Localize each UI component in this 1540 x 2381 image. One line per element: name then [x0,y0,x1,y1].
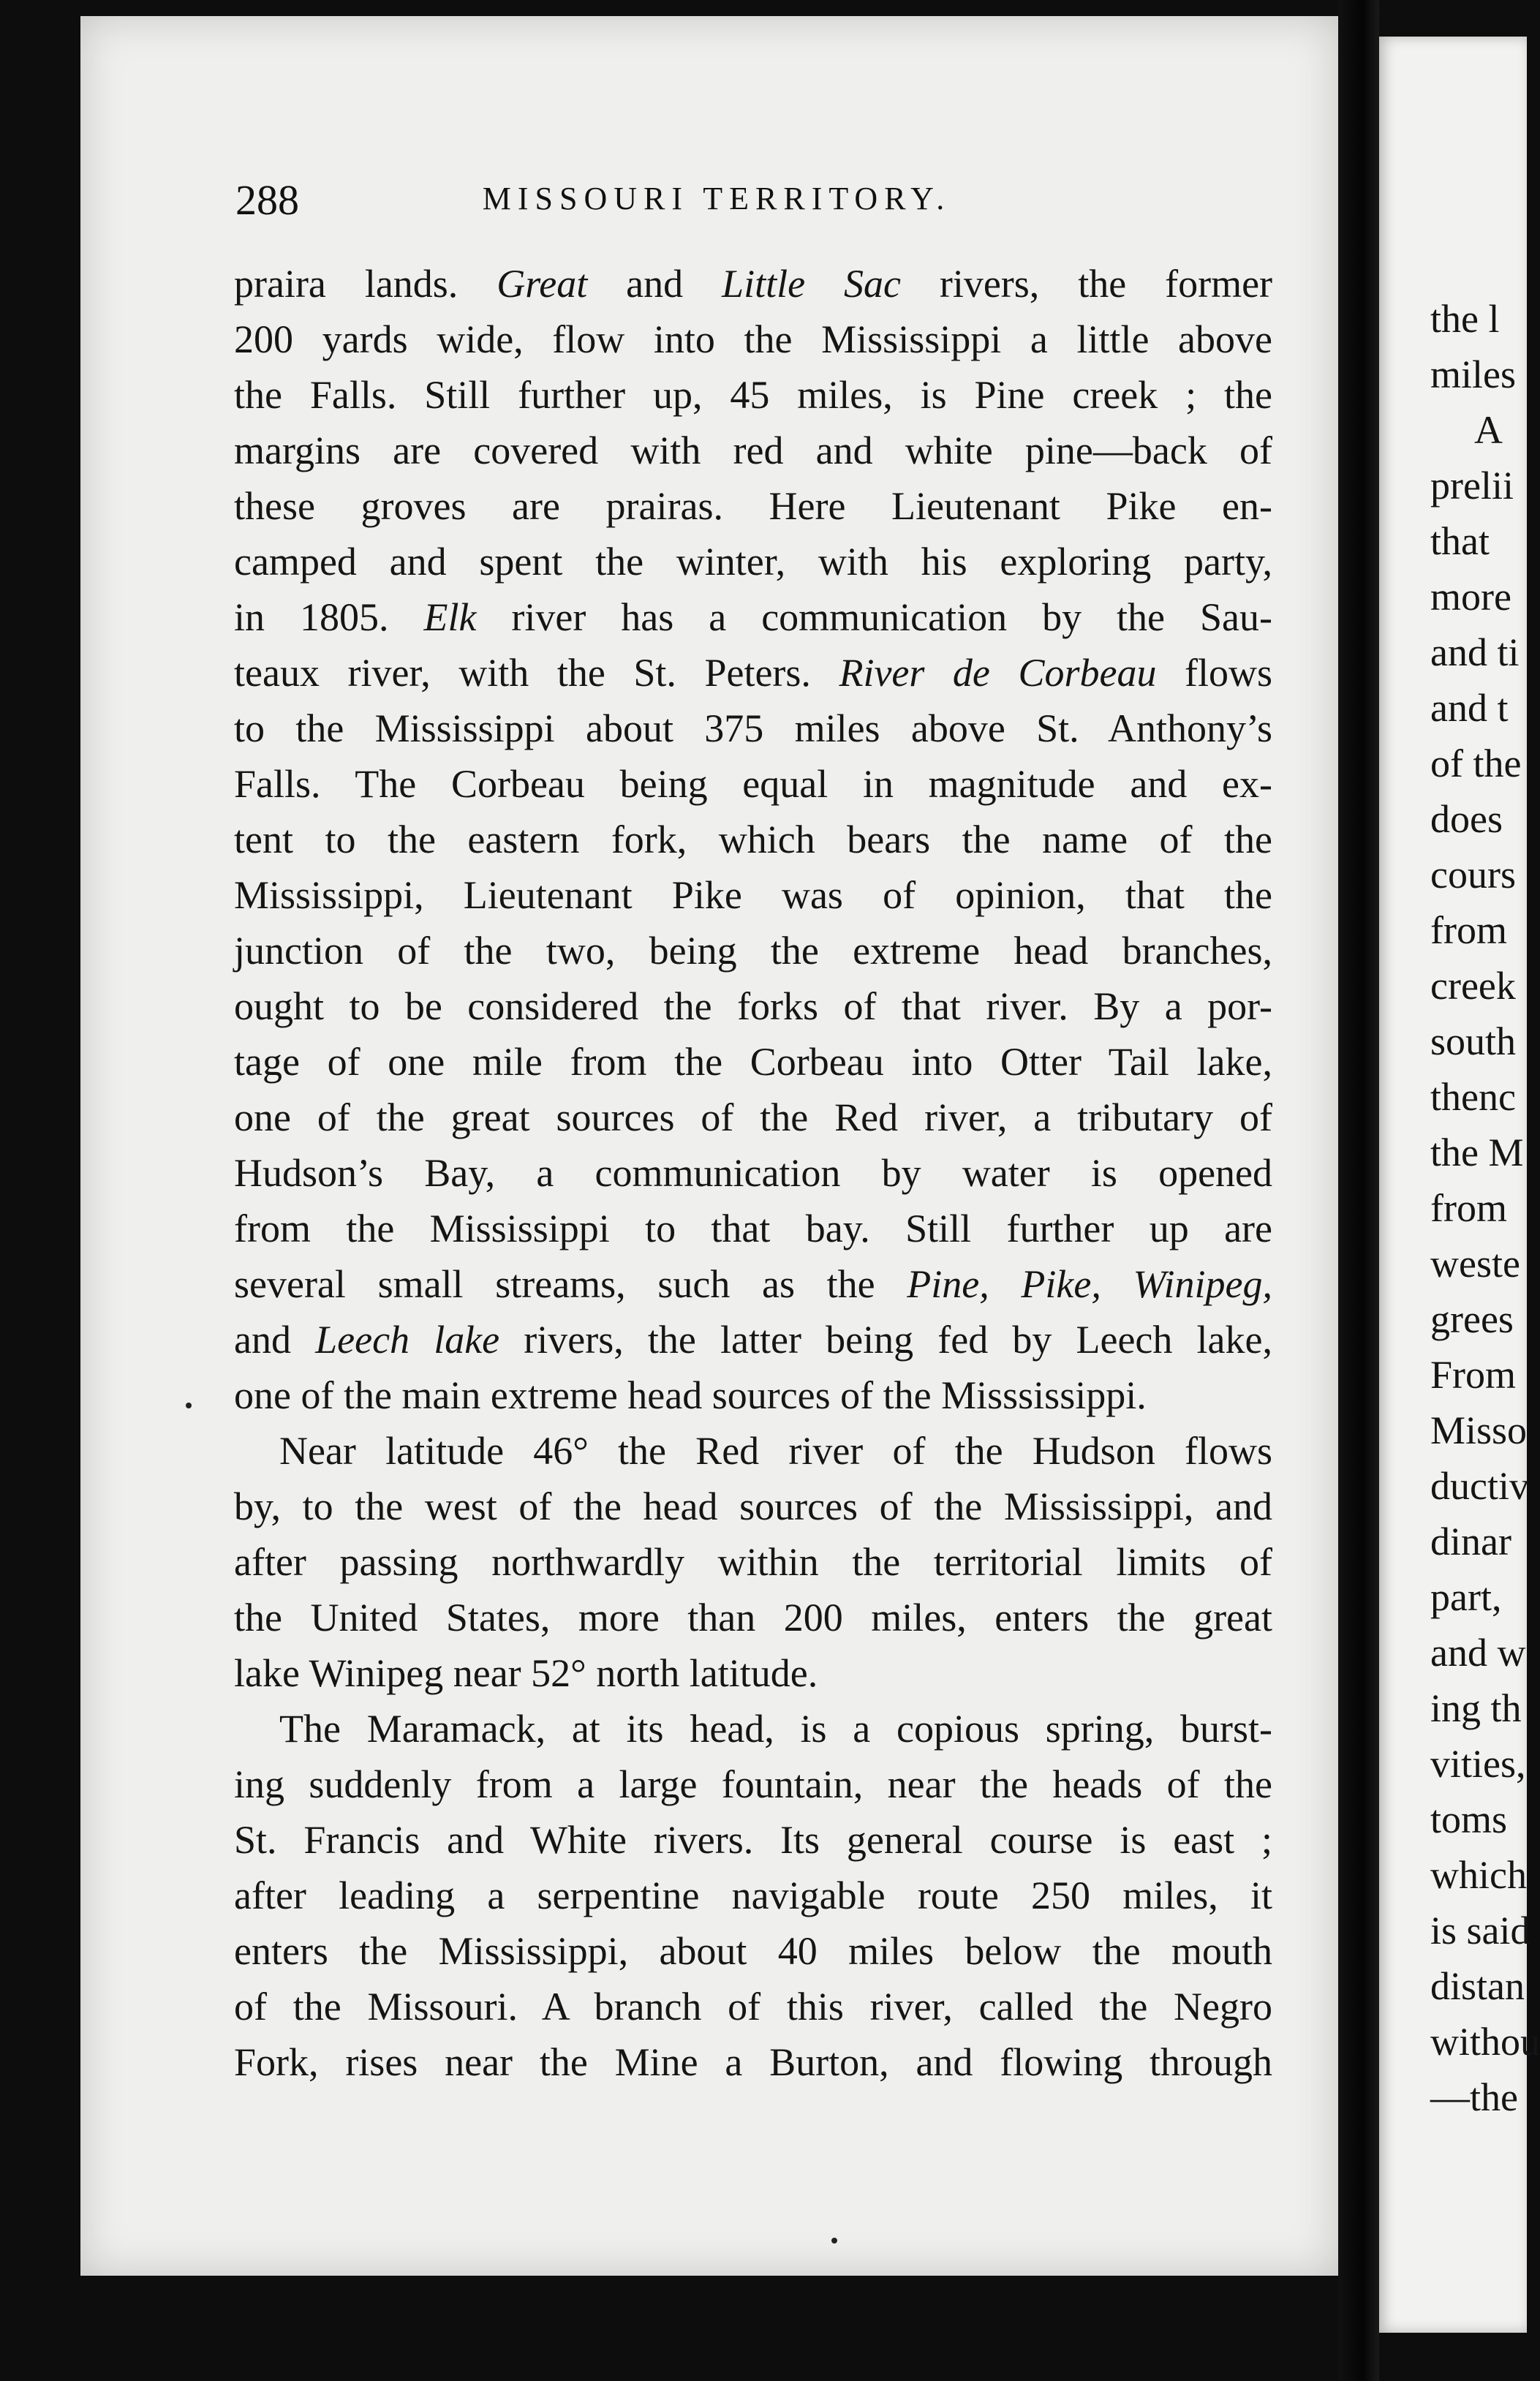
facing-line: from [1430,1186,1507,1230]
facing-line: that [1430,519,1490,563]
facing-line: vities, [1430,1742,1526,1786]
facing-line: distan [1430,1964,1525,2008]
text-line: lake Winipeg near 52° north latitude. [234,1651,818,1695]
facing-line: the l [1430,297,1500,341]
facing-line: which [1430,1853,1527,1897]
text-line: Fork, rises near the Mine a Burton, and flowing through [234,2040,1272,2084]
facing-line: and t [1430,686,1509,730]
text-line: ought to be considered the forks of that river. By a por- [234,984,1272,1028]
facing-line: —the [1430,2075,1518,2119]
facing-line: part, [1430,1575,1502,1619]
facing-line: the M [1430,1131,1524,1174]
facing-line: Misso [1430,1408,1528,1452]
facing-line: dinar [1430,1520,1511,1563]
facing-line: A [1474,408,1503,452]
ink-speck [831,2238,837,2244]
text-line: 200 yards wide, flow into the Mississippi a little above [234,317,1272,361]
facing-line: creek [1430,964,1516,1008]
text-line: of the Missouri. A branch of this river, called the Negro [234,1985,1272,2029]
page-number: 288 [235,176,299,224]
facing-line: weste [1430,1242,1520,1286]
facing-line: grees [1430,1297,1514,1341]
text-line: in 1805. Elk river has a communication by the Sau- [234,595,1272,639]
facing-line: does [1430,797,1503,841]
facing-line: prelii [1430,464,1514,507]
facing-line: thenc [1430,1075,1516,1119]
running-head [161,176,1272,227]
text-line: to the Mississippi about 375 miles above St. Anthony’s [234,706,1272,750]
text-line: The Maramack, at its head, is a copious spring, burst- [279,1707,1272,1751]
text-line: praira lands. Great and Little Sac rivers, the former [234,262,1273,306]
text-line: junction of the two, being the extreme head branches, [234,929,1272,973]
facing-line: of the [1430,742,1522,785]
text-line: and Leech lake rivers, the latter being fed by Leech lake, [234,1318,1272,1362]
ink-speck [186,1403,192,1408]
page-title: MISSOURI TERRITORY. [482,181,951,216]
facing-line: south [1430,1019,1517,1063]
text-line: camped and spent the winter, with his exploring party, [234,540,1272,584]
text-line: these groves are prairas. Here Lieutenant Pike en- [234,484,1272,528]
text-line: St. Francis and White rivers. Its general course is east ; [234,1818,1272,1862]
facing-page [1379,37,1540,2333]
text-line: one of the main extreme head sources of the Misssissippi. [234,1373,1147,1417]
text-line: tage of one mile from the Corbeau into Otter Tail lake, [234,1040,1272,1084]
text-line: after passing northwardly within the territorial limits of [234,1540,1272,1584]
text-line: Hudson’s Bay, a communication by water is opened [234,1151,1272,1195]
facing-line: ing th [1430,1686,1522,1730]
text-line: several small streams, such as the Pine, Pike, Winipeg, [234,1262,1272,1306]
text-line: the United States, more than 200 miles, enters the great [234,1596,1272,1639]
facing-line: toms [1430,1797,1508,1841]
facing-line: and w [1430,1631,1526,1675]
text-line: Mississippi, Lieutenant Pike was of opinion, that the [234,873,1272,917]
facing-line: more [1430,575,1511,619]
facing-line: ductiv [1430,1464,1529,1508]
text-line: margins are covered with red and white pine—back of [234,429,1272,472]
text-line: after leading a serpentine navigable route 250 miles, it [234,1874,1272,1917]
text-line: tent to the eastern fork, which bears the name of the [234,818,1272,861]
text-line: enters the Mississippi, about 40 miles below the mouth [234,1929,1272,1973]
facing-line: From [1430,1353,1517,1397]
body-text [234,256,1272,2090]
text-line: teaux river, with the St. Peters. River de Corbeau flows [234,651,1272,695]
gutter-shadow [1338,0,1379,2381]
text-line: Near latitude 46° the Red river of the Hudson flows [279,1429,1272,1473]
text-line: from the Mississippi to that bay. Still further up are [234,1207,1272,1250]
facing-line: and ti [1430,630,1520,674]
facing-line: withou [1430,2020,1540,2064]
text-line: by, to the west of the head sources of the Mississippi, and [234,1484,1272,1528]
text-line: Falls. The Corbeau being equal in magnitude and ex- [234,762,1272,806]
facing-line: cours [1430,853,1516,897]
text-line: ing suddenly from a large fountain, near the heads of the [234,1762,1272,1806]
facing-line: miles [1430,352,1516,396]
facing-line: from [1430,908,1507,952]
text-line: one of the great sources of the Red river, a tributary of [234,1095,1272,1139]
text-line: the Falls. Still further up, 45 miles, is Pine creek ; the [234,373,1272,417]
facing-page-text [1430,291,1540,2125]
facing-line: is said [1430,1909,1530,1952]
